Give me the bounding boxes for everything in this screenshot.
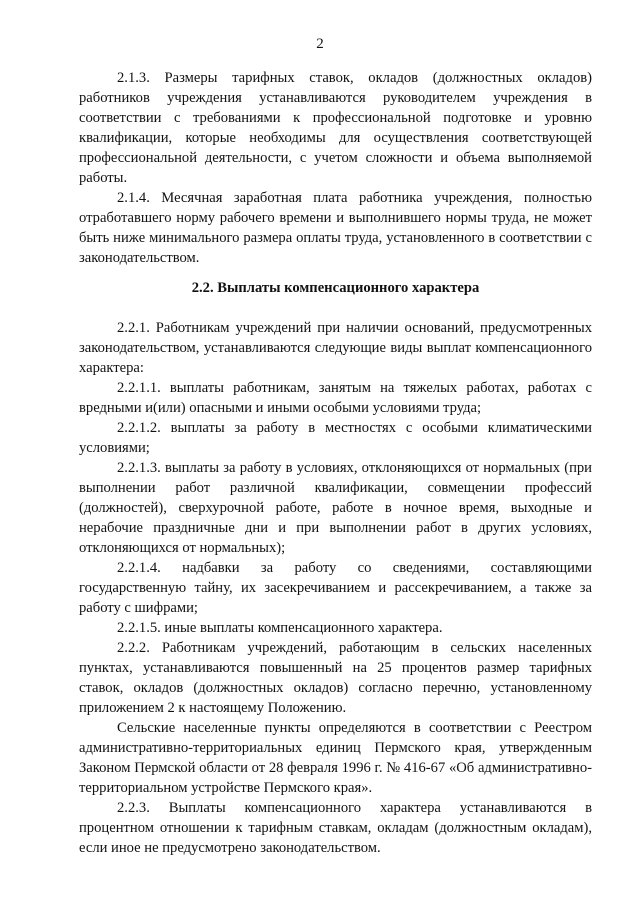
paragraph-2-2-1-1: 2.2.1.1. выплаты работникам, занятым на тяжелых работах, работах с вредными и(или) опасными и иными особыми условиями труда; bbox=[79, 380, 592, 416]
paragraph-rural-settlements: Сельские населенные пункты определяются в соответствии с Реестром административно-территориальных единиц Пермского края, утвержденным Законом Пермской области от 28 февраля 1996 г. № 416-67 «Об административно-территориальном устройстве Пермского края». bbox=[79, 720, 592, 796]
paragraph-2-2-2: 2.2.2. Работникам учреждений, работающим в сельских населенных пунктах, устанавливаются повышенный на 25 процентов размер тарифных ставок, окладов (должностных окладов) согласно перечню, установленному приложением 2 к настоящему Положению. bbox=[79, 640, 592, 716]
paragraph-2-1-3: 2.1.3. Размеры тарифных ставок, окладов (должностных окладов) работников учреждения устанавливаются руководителем учреждения в соответствии с требованиями к профессиональной подготовке и уровню квалификации, которые необходимы для осуществления соответствующей профессиональной деятельности, с учетом сложности и объема выполняемой работы. bbox=[79, 70, 592, 186]
paragraph-2-1-4: 2.1.4. Месячная заработная плата работника учреждения, полностью отработавшего норму рабочего времени и выполнившего нормы труда, не может быть ниже минимального размера оплаты труда, установленного в соответствии с законодательством. bbox=[79, 190, 592, 266]
paragraph-2-2-1-2: 2.2.1.2. выплаты за работу в местностях с особыми климатическими условиями; bbox=[79, 420, 592, 456]
document-body bbox=[79, 68, 592, 858]
paragraph-2-2-3: 2.2.3. Выплаты компенсационного характера устанавливаются в процентном отношении к тарифным ставкам, окладам (должностным окладам), если иное не предусмотрено законодательством. bbox=[79, 800, 592, 856]
paragraph-2-2-1-5: 2.2.1.5. иные выплаты компенсационного характера. bbox=[117, 620, 443, 636]
heading-spacer bbox=[79, 309, 592, 318]
paragraph-2-2-1-3: 2.2.1.3. выплаты за работу в условиях, отклоняющихся от нормальных (при выполнении работ различной квалификации, совмещении профессий (должностей), сверхурочной работе, работе в ночное время, выходные и нерабочие праздничные дни и при выполнении работ в других условиях, отклоняющихся от нормальных); bbox=[79, 460, 592, 556]
paragraph-2-2-1-4: 2.2.1.4. надбавки за работу со сведениями, составляющими государственную тайну, их засекречиванием и рассекречиванием, а также за работу с шифрами; bbox=[79, 560, 592, 616]
paragraph-2-2-1: 2.2.1. Работникам учреждений при наличии оснований, предусмотренных законодательством, устанавливаются следующие виды выплат компенсационного характера: bbox=[79, 320, 592, 376]
page-number: 2 bbox=[316, 36, 324, 52]
section-heading-2-2: 2.2. Выплаты компенсационного характера bbox=[191, 280, 480, 296]
